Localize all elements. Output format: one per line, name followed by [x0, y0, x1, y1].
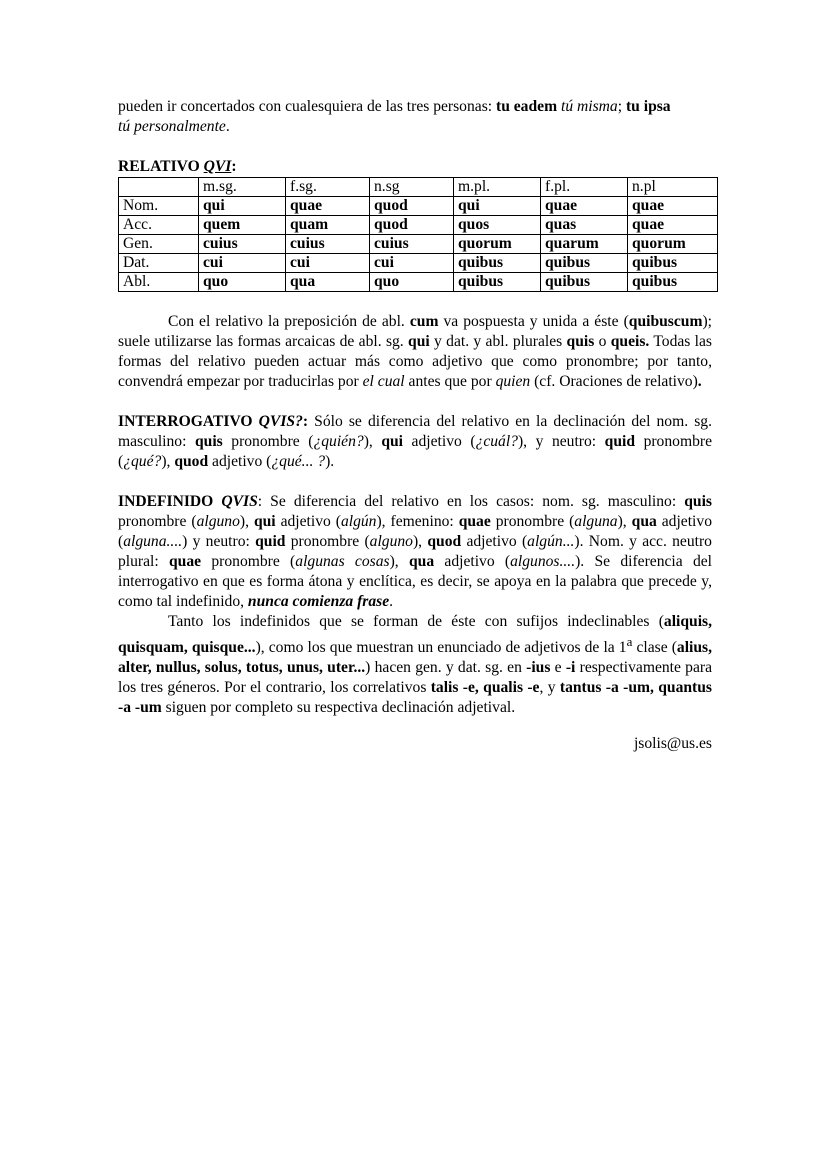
text: pronombre (: [490, 513, 575, 530]
table-row: [119, 254, 718, 273]
ordinal-superscript: a: [626, 634, 633, 649]
text: pronombre (: [285, 533, 370, 550]
text: .: [225, 118, 230, 135]
latin-term: quod: [174, 453, 209, 470]
latin-term: qui: [381, 433, 404, 450]
table-header-cell: n.sg: [370, 178, 454, 197]
table-cell: quibus: [628, 273, 718, 292]
translation: tú personalmente: [118, 118, 226, 135]
text: .: [697, 373, 702, 390]
text: (cf. Oraciones de relativo): [530, 373, 698, 390]
text: : Se diferencia del relativo en los casos: nom. sg. masculino:: [257, 493, 685, 510]
text: ),: [617, 513, 632, 530]
case-label: Nom.: [119, 197, 199, 216]
latin-term: quae: [458, 513, 491, 530]
text: adjetivo (: [461, 533, 528, 550]
text: ),: [363, 433, 382, 450]
emphasis: nunca comienza frase: [247, 593, 390, 610]
latin-term: quis: [194, 433, 223, 450]
text: adjetivo (: [208, 453, 272, 470]
text: respectivamente para los tres géneros. Por el contrario, los correlativos: [118, 659, 713, 697]
table-header-cell: n.pl: [628, 178, 718, 197]
latin-term: alius, alter, nullus, solus, totus, unus, uter...: [118, 639, 713, 677]
relativo-heading: [118, 157, 712, 177]
case-label: Dat.: [119, 254, 199, 273]
translation: quien: [495, 373, 531, 390]
text: y dat. y abl. plurales: [429, 333, 567, 350]
text: , y: [539, 679, 560, 697]
latin-term: quibuscum: [628, 313, 703, 330]
text: ),: [161, 453, 175, 470]
latin-term: talis -e, qualis -e: [430, 679, 540, 697]
table-cell: quibus: [628, 254, 718, 273]
text: pronombre (: [222, 433, 314, 450]
latin-term: qua: [408, 553, 435, 570]
latin-term: quid: [604, 433, 636, 450]
text: ), y neutro:: [517, 433, 605, 450]
text: pueden ir concertados con cualesquiera de las tres personas:: [118, 98, 496, 115]
author-email: jsolis@us.es: [633, 735, 712, 753]
indefinido-paragraph: [118, 492, 712, 612]
table-row: [119, 216, 718, 235]
translation: ¿qué?: [123, 453, 162, 470]
text: Tanto los indefinidos que se forman de éste con sufijos indeclinables (: [168, 613, 664, 630]
translation: ¿qué... ?: [271, 453, 326, 470]
text: va pospuesta y unida a éste (: [438, 313, 629, 330]
translation: tú misma: [560, 98, 618, 115]
translation: alguno: [369, 533, 413, 550]
heading-colon: :: [231, 158, 237, 175]
case-label: Gen.: [119, 235, 199, 254]
table-cell: qua: [286, 273, 370, 292]
table-cell: cuius: [370, 235, 454, 254]
table-cell: quae: [286, 197, 370, 216]
text: e: [550, 659, 566, 677]
table-cell: quae: [628, 197, 718, 216]
text: siguen por completo su respectiva declinación adjetival.: [161, 699, 516, 717]
translation: ¿quién?: [313, 433, 364, 450]
table-cell: quibus: [541, 273, 628, 292]
table-header-cell: f.sg.: [286, 178, 370, 197]
document-page: [118, 97, 712, 754]
translation: ¿cuál?: [475, 433, 518, 450]
text: ), como los que muestran un enunciado de adjetivos de la 1: [255, 639, 627, 657]
table-header-row: [119, 178, 718, 197]
text: adjetivo (: [434, 553, 511, 570]
case-label: Acc.: [119, 216, 199, 235]
latin-term: quid: [255, 533, 286, 550]
translation: alguna....: [123, 533, 183, 550]
table-cell: quam: [286, 216, 370, 235]
text: adjetivo (: [118, 513, 712, 550]
latin-term: queis.: [610, 333, 650, 350]
table-cell: qui: [454, 197, 541, 216]
table-cell: quorum: [454, 235, 541, 254]
text: adjetivo (: [275, 513, 341, 530]
latin-term: qui: [408, 333, 430, 350]
translation: alguno: [196, 513, 240, 530]
text: Con el relativo la preposición de abl.: [168, 313, 410, 330]
table-header-cell: [119, 178, 199, 197]
text: ),: [412, 533, 428, 550]
text: adjetivo (: [403, 433, 476, 450]
heading-text: RELATIVO: [118, 158, 204, 175]
table-cell: cuius: [286, 235, 370, 254]
text: ),: [389, 553, 409, 570]
table-cell: quibus: [454, 273, 541, 292]
text: pronombre (: [201, 553, 296, 570]
latin-term: tu ipsa: [625, 98, 671, 115]
text: Todas las formas del relativo pueden actuar más como adjetivo que como pronombre; por tanto, convendrá empezar por traducirlas por: [118, 333, 713, 390]
latin-term: quis: [566, 333, 595, 350]
text: pronombre (: [118, 433, 712, 470]
table-cell: quem: [199, 216, 286, 235]
latin-term: qua: [631, 513, 657, 530]
text: pronombre (: [118, 513, 197, 530]
intro-paragraph: [118, 97, 712, 137]
table-row: [119, 197, 718, 216]
case-label: Abl.: [119, 273, 199, 292]
text: o: [594, 333, 611, 350]
latin-term: tu eadem: [496, 98, 558, 115]
text: ),: [239, 513, 254, 530]
text: ;: [617, 98, 626, 115]
text: antes que por: [404, 373, 496, 390]
relative-declension-table: [118, 177, 718, 292]
text: ). Nom. y acc. neutro plural:: [118, 533, 712, 570]
table-cell: cuius: [199, 235, 286, 254]
translation: el cual: [362, 373, 405, 390]
translation: algunas cosas: [295, 553, 390, 570]
table-cell: quod: [370, 197, 454, 216]
text: ), femenino:: [376, 513, 459, 530]
table-row: [119, 235, 718, 254]
table-cell: quorum: [628, 235, 718, 254]
section-heading-latin: QVIS: [221, 493, 258, 510]
table-cell: quo: [370, 273, 454, 292]
section-heading: INTERROGATIVO: [118, 413, 259, 430]
table-cell: quas: [541, 216, 628, 235]
text: ).: [325, 453, 335, 470]
latin-term: -ius: [526, 659, 551, 677]
translation: algunos....: [510, 553, 576, 570]
text: ) y neutro:: [182, 533, 256, 550]
text: Sólo se diferencia del relativo en la declinación del nom. sg. masculino:: [118, 413, 712, 450]
table-cell: quo: [199, 273, 286, 292]
table-cell: quae: [541, 197, 628, 216]
text: ). Se diferencia del interrogativo en que es forma átona y enclítica, es decir, se apoya en la palabra que precede y, como tal indefinido,: [118, 553, 712, 610]
interrogativo-paragraph: [118, 412, 712, 472]
table-cell: quae: [628, 216, 718, 235]
text: ) hacen gen. y dat. sg. en: [365, 659, 527, 677]
latin-term: cum: [409, 313, 439, 330]
text: ); suele utilizarse las formas arcaicas de abl. sg.: [118, 313, 712, 350]
latin-term: quod: [427, 533, 462, 550]
table-cell: quod: [370, 216, 454, 235]
table-cell: quibus: [541, 254, 628, 273]
latin-term: quae: [169, 553, 202, 570]
latin-term: qui: [253, 513, 276, 530]
translation: alguna: [574, 513, 618, 530]
table-header-cell: f.pl.: [541, 178, 628, 197]
section-heading: INDEFINIDO: [118, 493, 222, 510]
relativo-paragraph: [118, 312, 712, 392]
tanto-paragraph: [118, 612, 712, 718]
table-cell: cui: [199, 254, 286, 273]
text: clase (: [632, 639, 677, 657]
table-cell: cui: [370, 254, 454, 273]
latin-term: tantus -a -um, quantus -a -um: [118, 679, 712, 717]
table-cell: qui: [199, 197, 286, 216]
section-heading-colon: :: [302, 413, 309, 430]
table-cell: quos: [454, 216, 541, 235]
section-heading-latin: QVIS?: [258, 413, 303, 430]
heading-latin: QVI: [203, 158, 232, 175]
latin-term: quis: [684, 493, 712, 510]
translation: algún: [340, 513, 377, 530]
table-cell: quibus: [454, 254, 541, 273]
table-header-cell: m.sg.: [199, 178, 286, 197]
table-cell: quarum: [541, 235, 628, 254]
table-cell: cui: [286, 254, 370, 273]
translation: algún...: [527, 533, 575, 550]
latin-term: -i: [565, 659, 576, 677]
text: .: [389, 593, 394, 610]
latin-term: aliquis, quisquam, quisque...: [118, 613, 712, 657]
table-header-cell: m.pl.: [454, 178, 541, 197]
table-row: [119, 273, 718, 292]
